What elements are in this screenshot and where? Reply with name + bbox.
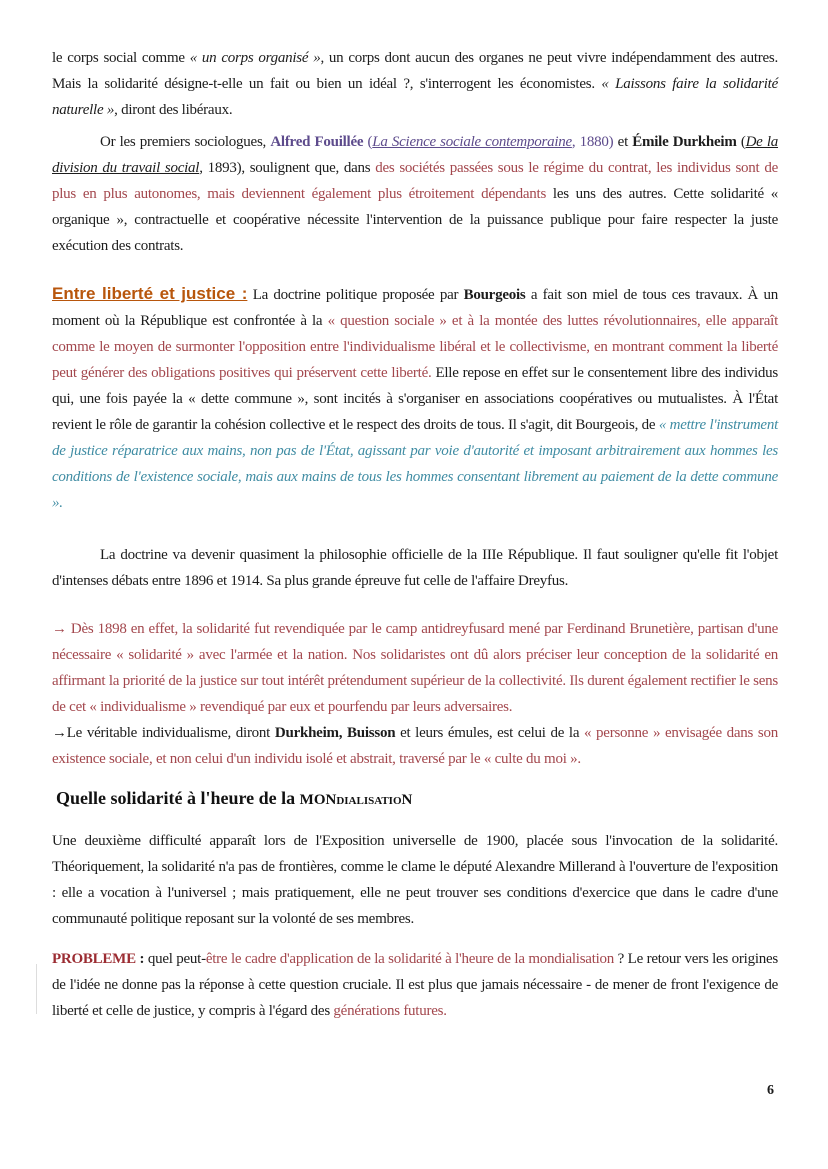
spacer: [52, 1024, 778, 1083]
authors: Durkheim, Buisson: [274, 725, 396, 741]
quote-bourgeois: « mettre l'instrument de justice réparatrice aux mains, non pas de l'État, agissant par voie d'autorité et imposant arbitrairement aux hommes les conditions de l'existence sociale, mais aux mains de tous les hommes consentant librement au paiement de la dette commune ».: [52, 417, 778, 511]
text: La doctrine politique proposée par: [247, 287, 464, 303]
text: a fait son miel de tous ces travaux. À un moment où la République est confrontée à la: [52, 287, 778, 329]
heading-text: MONdialisatioN: [299, 792, 413, 808]
paragraph-corps-social: [52, 45, 778, 123]
text: les uns des autres. Cette solidarité « organique », contractuelle et coopérative nécessite l'intervention de la puissance publique pour faire respecter la juste exécution des contrats.: [52, 186, 778, 254]
text: , 1880): [571, 134, 614, 150]
text: , diront des libéraux.: [114, 102, 233, 118]
author-durkheim: Émile Durkheim: [632, 134, 737, 150]
text: Le véritable individualisme, diront: [66, 725, 275, 741]
arrow-right-icon: →: [52, 725, 67, 741]
highlighted-text: des sociétés passées sous le régime du contrat, les individus sont de plus en plus autonomes, mais deviennent également plus étroitement dépendants: [52, 160, 778, 202]
paragraph-liberte-justice: [52, 281, 778, 516]
text: Dès 1898 en effet, la solidarité fut revendiquée par le camp antidreyfusard mené par Ferdinand Brunetière, partisan d'une nécessaire « solidarité » avec l'armée et la nation. Nos solidaristes ont dû alors préciser leur conception de la solidarité en affirmant la priorité de la justice sur tout intérêt prétendument supérieur de la collectivité. Ils durent également rectifier le sens de cet « individualisme » revendiqué par eux et pourfendu par leurs adversaires.: [52, 621, 778, 715]
book-title-link[interactable]: La Science sociale contemporaine: [372, 134, 572, 150]
text: Elle repose en effet sur le consentement libre des individus qui, une fois payée la « dette commune », sont incités à s'organiser en associations coopératives ou mutualistes. À l'État revient le rôle de garantir la cohésion collective et le respect des droits de tous. Il s'agit, dit Bourgeois, de: [52, 365, 778, 433]
paragraph-dreyfus: [52, 616, 778, 772]
book-title: De la division du travail social: [52, 134, 779, 176]
heading-text: Quelle solidarité à l'heure de la: [56, 788, 300, 808]
section-heading-mondialisation: [56, 786, 778, 812]
paragraph-probleme: [52, 946, 778, 1024]
paragraph-exposition: Une deuxième difficulté apparaît lors de l'Exposition universelle de 1900, placée sous l'invocation de la solidarité. Théoriquement, la solidarité n'a pas de frontières, comme le clame le député Alexandre Millerand à l'ouverture de l'exposition : elle a vocation à l'universel ; mais pratiquement, elle ne peut trouver ses conditions d'exercice que dans le cadre d'une communauté politique reposant sur la volonté de ses membres.: [52, 833, 778, 927]
margin-line: [36, 964, 37, 1014]
quote: « un corps organisé »: [189, 50, 321, 66]
text: le corps social comme: [52, 50, 190, 66]
text: Or les premiers sociologues,: [100, 134, 271, 150]
author-fouillee: Alfred Fouillée: [270, 134, 364, 150]
arrow-right-icon: →: [52, 621, 67, 637]
paragraph-doctrine: La doctrine va devenir quasiment la philosophie officielle de la IIIe République. Il faut souligner qu'elle fit l'objet d'intenses débats entre 1896 et 1914. Sa plus grande épreuve fut celle de l'affaire Dreyfus.: [52, 547, 778, 589]
highlighted-text: générations futures.: [333, 1003, 447, 1019]
text: (: [736, 134, 746, 150]
text: [136, 951, 206, 967]
text: ? Le retour vers les origines de l'idée ne donne pas la réponse à cette question cruciale. Il est plus que jamais nécessaire - de mener de front l'exigence de liberté et celle de justice, y compris à l'égard des: [52, 951, 778, 1019]
section-heading: Entre liberté et justice :: [52, 284, 248, 303]
highlighted-text: « question sociale » et à la montée des luttes révolutionnaires, elle apparaît comme le moyen de surmonter l'opposition entre l'individualisme libéral et le collectivisme, en montrant comment la liberté peut générer des obligations positives qui préservent cette liberté.: [52, 313, 778, 381]
page-number: 6: [767, 1083, 774, 1098]
text: quel peut-: [144, 951, 206, 967]
colon: :: [135, 951, 145, 967]
text: (: [363, 134, 373, 150]
text: et: [613, 134, 633, 150]
author-bourgeois: Bourgeois: [463, 287, 526, 303]
quote: « Laissons faire la solidarité naturelle »: [52, 76, 779, 118]
highlighted-text: être le cadre d'application de la solidarité à l'heure de la mondialisation: [205, 951, 615, 967]
paragraph-sociologues: [52, 129, 778, 259]
text: , un corps dont aucun des organes ne peut vivre indépendamment des autres. Mais la solidarité désigne-t-elle un fait ou bien un idéal ?, s'interrogent les économistes.: [52, 50, 778, 92]
problem-label: PROBLEME: [52, 951, 136, 967]
text: et leurs émules, est celui de la: [395, 725, 585, 741]
text: , 1893), soulignent que, dans: [199, 160, 376, 176]
highlighted-text: « personne » envisagée dans son existence sociale, et non celui d'un individu isolé et abstrait, traversé par le « culte du moi ».: [52, 725, 779, 767]
